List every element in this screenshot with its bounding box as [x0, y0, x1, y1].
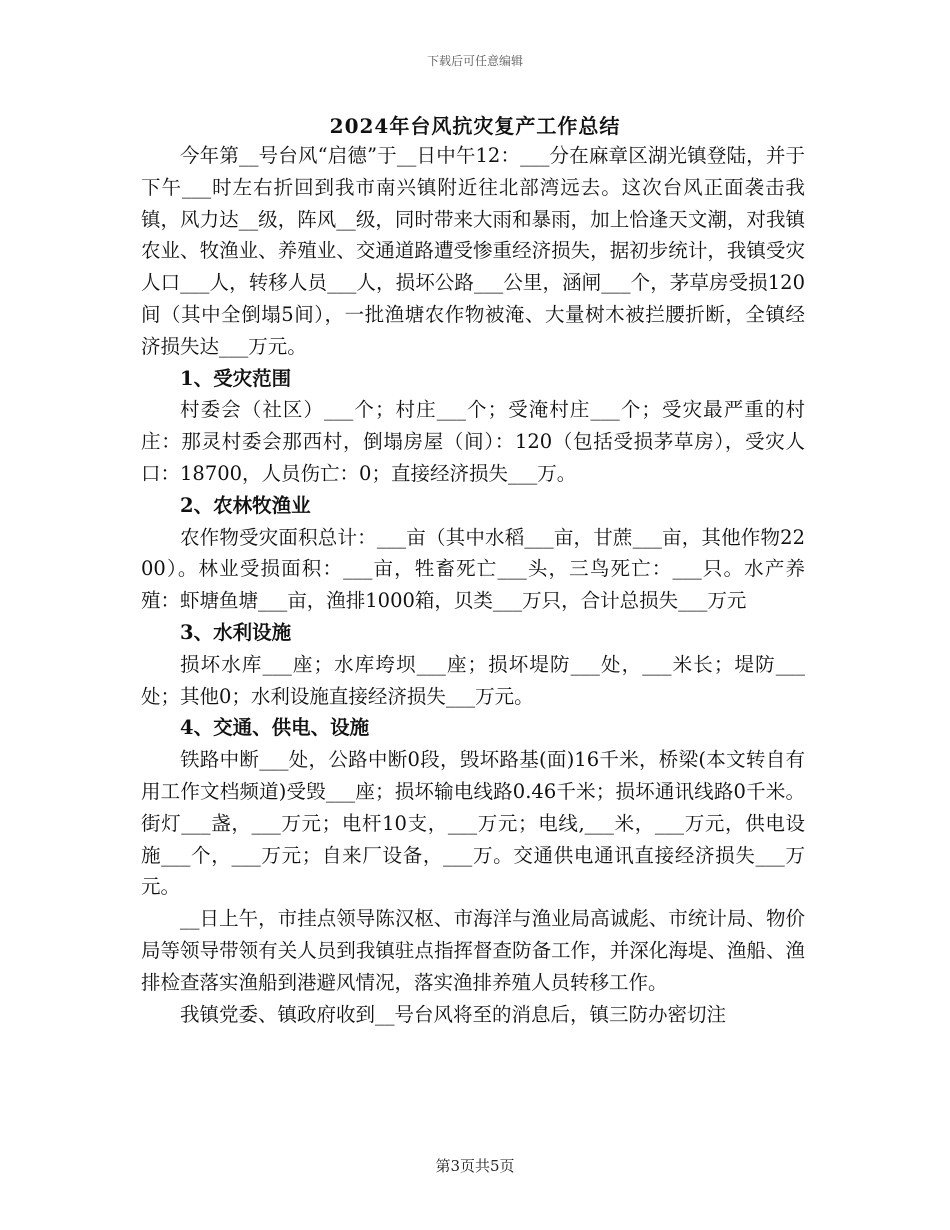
intro-paragraph: 今年第__号台风“启德”于__日中午12：___分在麻章区湖光镇登陆，并于下午___时左右折回到我市南兴镇附近往北部湾远去。这次台风正面袭击我镇，风力达__级，阵风__级，同时带来大雨和暴雨，加上恰逢天文潮，对我镇农业、牧渔业、养殖业、交通道路遭受惨重经济损失，据初步统计，我镇受灾人口___人，转移人员___人，损坏公路___公里，涵闸___个，茅草房受损120间（其中全倒塌5间），一批渔塘农作物被淹、大量树木被拦腰折断，全镇经济损失达___万元。	[141, 144, 805, 358]
section-body-agriculture: 农作物受灾面积总计：___亩（其中水稻___亩，甘蔗___亩，其他作物2200）。林业受损面积：___亩，牲畜死亡___头，三鸟死亡：___只。水产养殖：虾塘鱼塘___亩，渔排1000箱，贝类___万只，合计总损失___万元	[141, 525, 805, 613]
section-body-transport-power: 铁路中断___处，公路中断0段，毁坏路基(面)16千米，桥梁(本文转自有用工作文档频道)受毁___座；损坏输电线路0.46千米；损坏通讯线路0千米。街灯___盏，___万元；电杆10支，___万元；电线,___米，___万元，供电设施___个，___万元；自来厂设备，___万。交通供电通讯直接经济损失___万元。	[141, 748, 805, 899]
section-body-disaster-scope: 村委会（社区）___个；村庄___个；受淹村庄___个；受灾最严重的村庄：那灵村委会那西村，倒塌房屋（间）：120（包括受损茅草房），受灾人口：18700，人员伤亡：0；直接经济损失___万。	[141, 398, 805, 485]
section-heading-transport-power: 4、交通、供电、设施	[180, 716, 370, 740]
header-note: 下载后可任意编辑	[426, 54, 523, 68]
document-title: 2024年台风抗灾复产工作总结	[329, 114, 621, 138]
inspection-paragraph: __日上午，市挂点领导陈汉枢、市海洋与渔业局高诚彪、市统计局、物价局等领导带领有关人员到我镇驻点指挥督查防备工作，并深化海堤、渔船、渔排检查落实渔船到港避风情况，落实渔排养殖人员转移工作。	[141, 907, 805, 994]
page-number: 第3页共5页	[435, 1157, 515, 1175]
document-body	[141, 140, 805, 1030]
section-body-water-facilities: 损坏水库___座；水库垮坝___座；损坏堤防___处，___米长；堤防___处；其他0；水利设施直接经济损失___万元。	[141, 652, 805, 708]
section-heading-disaster-scope: 1、受灾范围	[180, 366, 292, 390]
section-heading-agriculture: 2、农林牧渔业	[180, 493, 311, 517]
section-heading-water-facilities: 3、水利设施	[180, 620, 292, 644]
party-paragraph: 我镇党委、镇政府收到__号台风将至的消息后，镇三防办密切注	[180, 1002, 727, 1026]
